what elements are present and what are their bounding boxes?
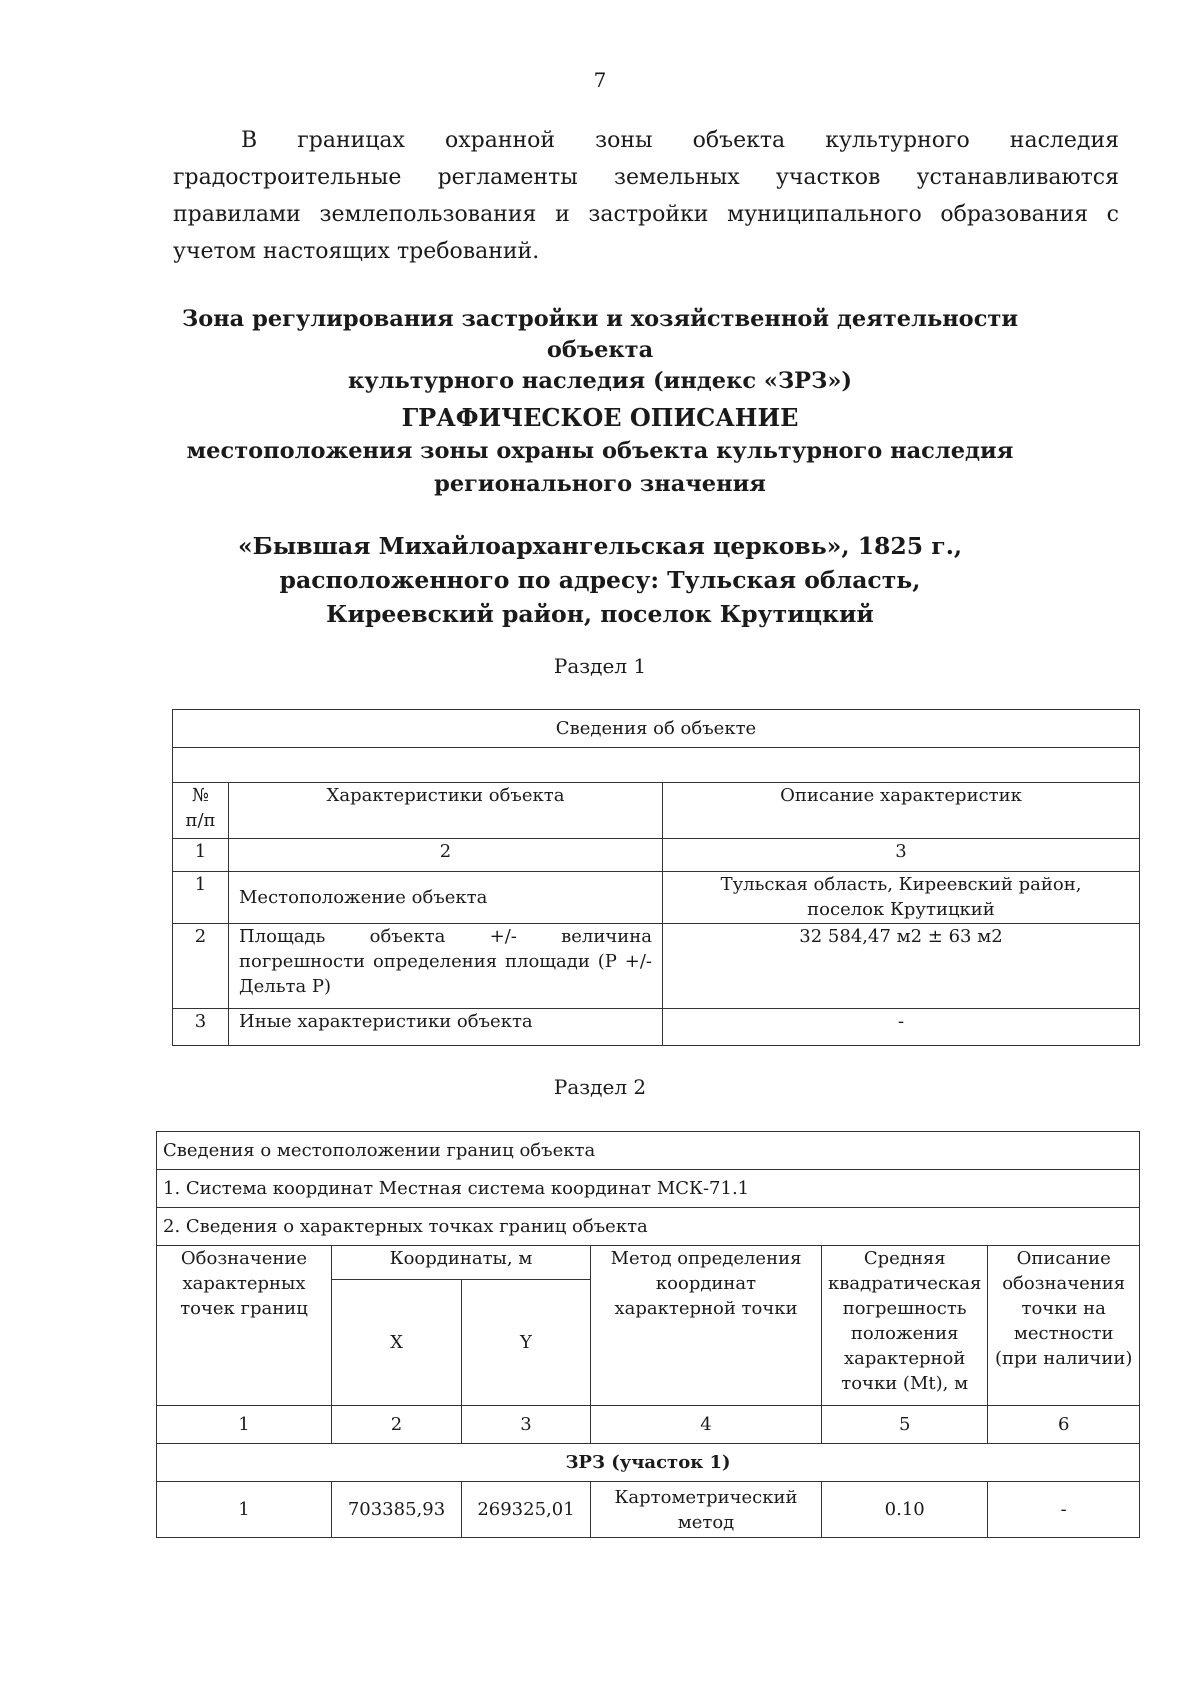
object-title-line2: расположенного по адресу: Тульская область, — [279, 566, 921, 594]
row-num: 2 — [173, 924, 229, 1009]
header-description: Описание характеристик — [663, 783, 1140, 839]
index-cell: 6 — [988, 1406, 1140, 1444]
info-row: Сведения о местоположении границ объекта — [157, 1132, 1140, 1170]
row-characteristic: Местоположение объекта — [229, 872, 663, 924]
row-num: 1 — [173, 872, 229, 924]
section1-label: Раздел 1 — [553, 654, 647, 678]
header-error: Средняя квадратическая погрешность положения характерной точки (Mt), м — [822, 1246, 988, 1406]
object-title-line3: Киреевский район, поселок Крутицкий — [326, 600, 874, 628]
table-row — [157, 1170, 1140, 1208]
index-cell: 5 — [822, 1406, 988, 1444]
index-cell: 3 — [663, 839, 1140, 872]
y-cell: 269325,01 — [462, 1482, 591, 1538]
table-row — [173, 872, 1140, 924]
row-characteristic: Иные характеристики объекта — [229, 1009, 663, 1046]
index-cell: 2 — [229, 839, 663, 872]
intro-paragraph: В границах охранной зоны объекта культурного наследия градостроительные регламенты земельных участков устанавливаются правилами землепользования и застройки муниципального образования с учетом настоящих требований. — [173, 128, 1119, 264]
header-num-line1: № — [191, 785, 210, 806]
zone-title-line2: культурного наследия (индекс «ЗРЗ») — [347, 368, 853, 394]
description-cell: - — [988, 1482, 1140, 1538]
table-row — [173, 1009, 1140, 1046]
index-cell: 4 — [591, 1406, 822, 1444]
row-description: - — [663, 1009, 1140, 1046]
zone-title-line1: Зона регулирования застройки и хозяйственной деятельности объекта — [181, 306, 1019, 363]
graphic-heading: ГРАФИЧЕСКОЕ ОПИСАНИЕ — [401, 403, 799, 432]
header-x: X — [332, 1280, 462, 1406]
object-title — [150, 529, 1050, 631]
method-cell: Картометрический метод — [591, 1482, 822, 1538]
info-row: 2. Сведения о характерных точках границ объекта — [157, 1208, 1140, 1246]
table-row — [157, 1208, 1140, 1246]
header-coordinates: Координаты, м — [332, 1246, 591, 1280]
header-point: Обозначение характерных точек границ — [157, 1246, 332, 1406]
index-row — [157, 1406, 1140, 1444]
index-row — [173, 839, 1140, 872]
row-description: 32 584,47 м2 ± 63 м2 — [663, 924, 1140, 1009]
header-method: Метод определения координат характерной точки — [591, 1246, 822, 1406]
index-cell: 3 — [462, 1406, 591, 1444]
index-cell: 2 — [332, 1406, 462, 1444]
graphic-subtitle-line3: регионального значения — [434, 471, 766, 497]
row-description-line1: Тульская область, Киреевский район, — [720, 874, 1082, 895]
group-row — [157, 1444, 1140, 1482]
table-row — [157, 1132, 1140, 1170]
graphic-subtitle-line2: местоположения зоны охраны объекта культурного наследия — [186, 438, 1014, 464]
zone-title — [150, 304, 1050, 397]
x-cell: 703385,93 — [332, 1482, 462, 1538]
row-description — [663, 872, 1140, 924]
table-title: Сведения об объекте — [173, 710, 1140, 748]
header-characteristics: Характеристики объекта — [229, 783, 663, 839]
table-header-row — [157, 1246, 1140, 1280]
page-number: 7 — [593, 68, 607, 92]
header-description: Описание обозначения точки на местности (при наличии) — [988, 1246, 1140, 1406]
table-header-row — [173, 783, 1140, 839]
graphic-description-title — [150, 401, 1050, 501]
header-y: Y — [462, 1280, 591, 1406]
table-row — [173, 924, 1140, 1009]
row-description-line2: поселок Крутицкий — [807, 899, 995, 920]
boundary-points-table — [156, 1131, 1140, 1538]
header-num — [173, 783, 229, 839]
row-characteristic: Площадь объекта +/- величина погрешности определения площади (P +/- Дельта P) — [229, 924, 663, 1009]
index-cell: 1 — [157, 1406, 332, 1444]
row-num: 3 — [173, 1009, 229, 1046]
table-row — [173, 748, 1140, 783]
object-title-line1: «Бывшая Михайлоархангельская церковь», 1825 г., — [237, 532, 963, 560]
empty-cell — [173, 748, 1140, 783]
point-cell: 1 — [157, 1482, 332, 1538]
index-cell: 1 — [173, 839, 229, 872]
object-info-table — [172, 709, 1140, 1046]
section2-label: Раздел 2 — [553, 1075, 647, 1099]
table-row — [157, 1482, 1140, 1538]
error-cell: 0.10 — [822, 1482, 988, 1538]
info-row: 1. Система координат Местная система координат МСК-71.1 — [157, 1170, 1140, 1208]
header-num-line2: п/п — [185, 810, 216, 831]
table-row — [173, 710, 1140, 748]
group-title: ЗРЗ (участок 1) — [157, 1444, 1140, 1482]
